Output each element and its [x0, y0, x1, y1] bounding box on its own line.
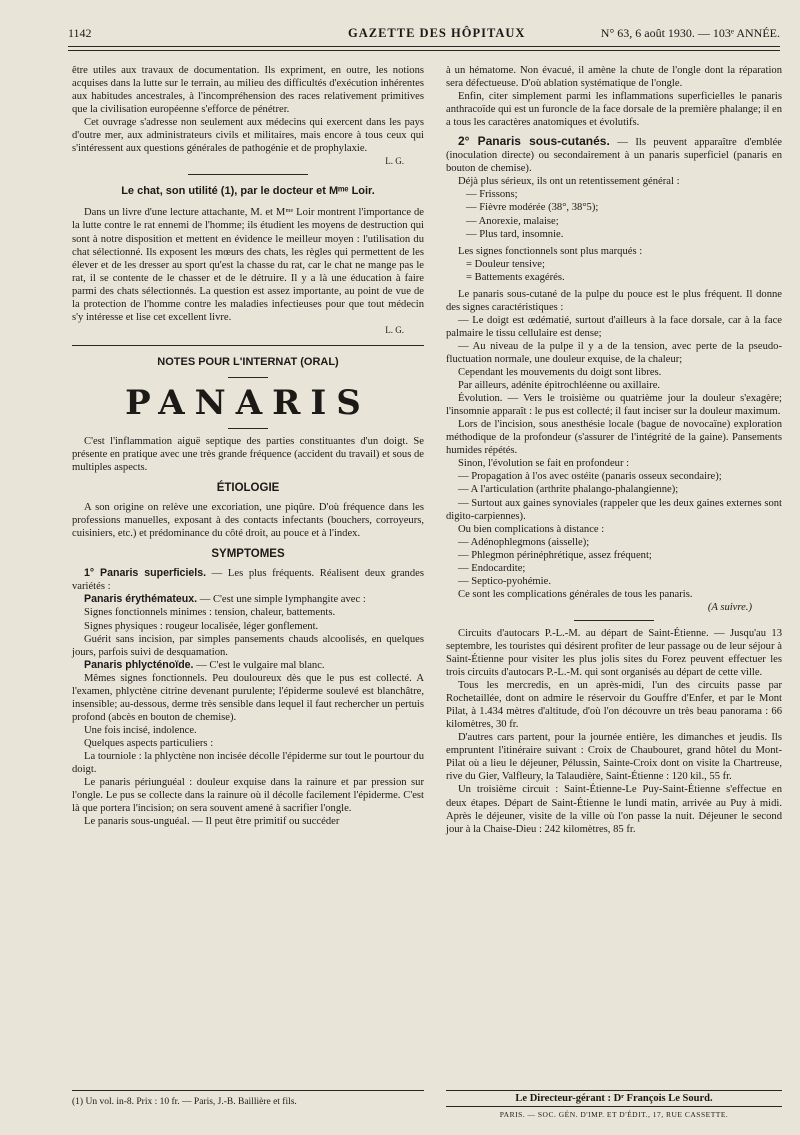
definition-paragraph: C'est l'inflammation aiguë septique des parties constituantes d'un doigt. Se présente en pratique avec une très grande fréquence (accident du travail) et sous de multiples aspects.: [72, 435, 424, 474]
general-item: — Frissons;: [466, 189, 518, 201]
thumb-pulp-text: Le panaris sous-cutané de la pulpe du pouce est le plus fréquent. Il donne des signes caractéristiques :: [446, 288, 782, 313]
adenitis-text: Par ailleurs, adénite épitrochléenne ou axillaire.: [458, 380, 661, 392]
deep-item: — Surtout aux gaines synoviales (rappeler que les deux gaines externes sont digito-carpiennes).: [446, 497, 782, 522]
erythematous-text: — C'est une simple lymphangite avec :: [197, 594, 366, 606]
autocar-paragraph-1: Circuits d'autocars P.-L.-M. au départ de Saint-Étienne. — Jusqu'au 13 septembre, les touristes qui désirent profiter de leur passage ou de leur séjour à Saint-Étienne pour visiter les plus jolis sites du Forez peuvent effectuer les trois circuits d'autocars P.-L.-M. qui sont organisés au départ de cette ville.: [446, 627, 782, 679]
phly-line: Mêmes signes fonctionnels. Peu douloureux dès que le pus est collecté. A l'examen, phlyctène citrine devenant purulente; l'épiderme soulevé est blanchâtre, insensible; au-dessous, derme très sensible dans lequel il faut rechercher un pertuis profond (abcès en bouton de chemise).: [72, 672, 424, 723]
intro-paragraph-2: Cet ouvrage s'adresse non seulement aux médecins qui exercent dans les pays d'outre mer, aux administrateurs civils et militaires, mais encore à tous ceux qui s'intéressent aux questions générales de pathogénie et de prophylaxie.: [72, 117, 424, 155]
autocar-paragraph-3: D'autres cars partent, pour la journée entière, les dimanches et jeudis. Ils empruntent l'itinéraire suivant : Croix de Chaubouret, grand hôtel du Mont-Pilat où a lieu le déjeuner, Pélussin, Sainte-Croix dont on visite la Chartreuse, rive du Gier, Valfleury, la Talaudière, Saint-Étienne : 120 kil., 55 fr.: [446, 732, 782, 783]
continuation-text: à un hématome. Non évacué, il amène la chute de l'ongle dont la réparation sera défectueuse. D'où ablation systématique de l'ongle.: [446, 65, 782, 90]
printer-line: PARIS. — SOC. GÉN. D'IMP. ET D'ÉDIT., 17, RUE CASSETTE.: [499, 1110, 729, 1119]
deep-item: — Propagation à l'os avec ostéite (panaris osseux secondaire);: [458, 471, 722, 483]
phlyctenoid-title: Panaris phlycténoïde.: [84, 658, 194, 671]
etiology-text: A son origine on relève une excoriation, une piqûre. D'où fréquence dans les professions manuelles, exposant à des contacts infectants (bouchers, corroyeurs, cuisiniers, etc.) et prédominance du côté droit, au pouce et à l'index.: [72, 502, 424, 540]
distance-item: — Phlegmon périnéphrétique, assez fréquent;: [458, 549, 652, 561]
header-rule-2: [68, 50, 780, 51]
right-column: [446, 64, 782, 836]
divider: [228, 428, 268, 429]
symptom-line: Signes fonctionnels minimes : tension, chaleur, battements.: [84, 607, 336, 619]
phly-line: Une fois incisé, indolence.: [84, 724, 197, 736]
left-column: [72, 64, 424, 828]
anthracoid-text: Enfin, citer simplement parmi les inflammations superficielles le panaris anthracoïde qui est un furoncle de la face dorsale de la première phalange; il en a tous les caractères anatomiques et évolutifs.: [446, 91, 782, 129]
article-title: PANARIS: [125, 382, 371, 423]
distance-item: — Adénophlegmons (aisselle);: [458, 536, 590, 548]
phlyctenoid-paragraph: [72, 659, 424, 672]
deep-evolution-text: Sinon, l'évolution se fait en profondeur :: [458, 458, 630, 470]
journal-title: GAZETTE DES HÔPITAUX: [348, 26, 526, 40]
book-review-title: Le chat, son utilité (1), par le docteur et Mᵐᵉ Loir.: [121, 185, 375, 198]
functional-item: = Douleur tensive;: [466, 258, 545, 270]
pulp-item: — Au niveau de la pulpe il y a de la tension, avec perte de la pseudo-fluctuation normale, une douleur exquise, de la chaleur;: [446, 340, 782, 365]
general-item: — Plus tard, insomnie.: [466, 228, 564, 240]
incision-text: Lors de l'incision, sous anesthésie locale (bague de novocaïne) exploration méthodique de la profondeur (s'assurer de l'intégrité de la gaine). Pansements humides répétés.: [446, 419, 782, 457]
running-header: [68, 26, 780, 42]
sousungueal-text: Le panaris sous-unguéal. — Il peut être primitif ou succéder: [84, 816, 340, 828]
superficial-text: — Les plus fréquents. Réalisent deux grandes variétés :: [72, 568, 424, 593]
imprint-block: [446, 1090, 782, 1119]
erythematous-title: Panaris érythémateux.: [84, 593, 198, 606]
periungueal-text: Le panaris périunguéal : douleur exquise dans la rainure et par pression sur l'ongle. Le pus se collecte dans la rainure où il décolle facilement l'épiderme. C'est là que portera l'incision; on sera souvent amené à sacrifier l'ongle.: [72, 777, 424, 815]
autocar-paragraph-2: Tous les mercredis, en un après-midi, l'un des circuits passe par Rochetaillée, dont on admire le réservoir du Gouffre d'Enfer, et par le Mont Pilat, à 1.434 mètres d'altitude, d'où l'on découvre un très beau panorama : 66 kilomètres, 30 fr.: [446, 680, 782, 731]
autocar-paragraph-4: Un troisième circuit : Saint-Étienne-Le Puy-Saint-Étienne s'effectue en deux étapes. Départ de Saint-Étienne le lundi matin, arrivée au Puy à midi. Après le déjeuner, visite de la ville où l'on passe la nuit. Déjeuner le second jour à la Chaise-Dieu : 242 kilomètres, 85 fr.: [446, 784, 782, 835]
mobility-text: Cependant les mouvements du doigt sont libres.: [458, 367, 662, 379]
signature: L. G.: [385, 324, 404, 335]
issue-info: N° 63, 6 août 1930. — 103ᵉ ANNÉE.: [600, 26, 780, 40]
divider: [228, 377, 268, 378]
tourniole-text: La tourniole : la phlyctène non incisée décolle l'épiderme sur tout le pourtour du doigt.: [72, 750, 424, 776]
divider: [574, 620, 654, 621]
complications-text: Ce sont les complications générales de tous les panaris.: [458, 588, 693, 600]
notes-heading: NOTES POUR L'INTERNAT (ORAL): [157, 355, 339, 368]
pulp-item: — Le doigt est œdématié, surtout d'ailleurs à la face dorsale, car à la face palmaire le tissu cellulaire est dense;: [446, 314, 782, 339]
phly-line: Quelques aspects particuliers :: [84, 737, 214, 749]
intro-paragraph-1: être utiles aux travaux de documentation. Ils expriment, en outre, les notions acquises dans la lutte sur le terrain, au milieu des difficultés d'exécution inhérentes aux habitudes ancestrales, à l'incompréhension des races relativement primitives que la civilisation européenne s'efforce de pénétrer.: [72, 65, 424, 116]
evolution-text: Évolution. — Vers le troisième ou quatrième jour la douleur s'exagère; l'insomnie apparaît : le pus est collecté; il faut inciser sur la douleur maximum.: [446, 393, 782, 418]
functional-text: Les signes fonctionnels sont plus marqués :: [458, 245, 643, 257]
general-text: Déjà plus sérieux, ils ont un retentissement général :: [458, 176, 680, 188]
erythematous-paragraph: [72, 593, 424, 606]
subcutaneous-text: — Ils peuvent apparaître d'emblée (inoculation directe) ou secondairement à un panaris superficiel (panaris en bouton de chemise).: [446, 137, 782, 175]
subcutaneous-title: 2° Panaris sous-cutanés.: [458, 134, 610, 149]
general-item: — Fièvre modérée (38°, 38°5);: [466, 202, 599, 214]
section-rule: [72, 345, 424, 346]
distance-item: — Endocardite;: [458, 562, 526, 574]
footnote: (1) Un vol. in-8. Prix : 10 fr. — Paris, J.-B. Baillière et fils.: [72, 1090, 424, 1107]
divider: [188, 174, 308, 175]
superficial-paragraph: [72, 567, 424, 593]
deep-item: — A l'articulation (arthrite phalango-phalangienne);: [458, 484, 679, 496]
book-review-text: Dans un livre d'une lecture attachante, M. et Mᵐᵉ Loir montrent l'importance de la lutte contre le rat ennemi de l'homme; ils étudient les moyens de destruction qui sont à notre disposition et mettent en évidence le meilleur moyen : l'utilisation du chat sélectionné. Ils exposent les mœurs des chats, les règles qui permettent de les élever et de les dresser au sport qu'est la chasse du rat, car le chat ne mange pas le rat, il se contente de le chasser et de le détruire. Il y a là une éducation à faire parmi des chats sélectionnés. La question est assez importante, au point de vue de la protection de l'homme contre les maladies infectieuses pour que tout médecin s'y intéresse et lise cet excellent livre.: [72, 207, 424, 323]
director-line: Le Directeur-gérant : Dʳ François Le Sourd.: [446, 1090, 782, 1107]
functional-item: = Battements exagérés.: [466, 271, 565, 283]
general-item: — Anorexie, malaise;: [466, 215, 559, 227]
phlyctenoid-text: — C'est le vulgaire mal blanc.: [193, 659, 325, 671]
distance-item: — Septico-pyohémie.: [458, 575, 551, 587]
symptoms-heading: SYMPTOMES: [211, 548, 285, 561]
etiology-heading: ÉTIOLOGIE: [216, 482, 280, 495]
symptom-line: Signes physiques : rougeur localisée, léger gonflement.: [84, 620, 319, 632]
superficial-title: 1° Panaris superficiels.: [84, 567, 207, 580]
symptom-line: Guérit sans incision, par simples pansements chauds alcoolisés, en quelques jours, parfois suivi de desquamation.: [72, 633, 424, 658]
header-rule: [68, 46, 780, 47]
signature: L. G.: [385, 156, 404, 167]
page-number: 1142: [68, 26, 92, 40]
distance-text: Ou bien complications à distance :: [458, 523, 605, 535]
to-be-continued: (A suivre.): [707, 601, 752, 613]
subcutaneous-paragraph: [446, 135, 782, 175]
